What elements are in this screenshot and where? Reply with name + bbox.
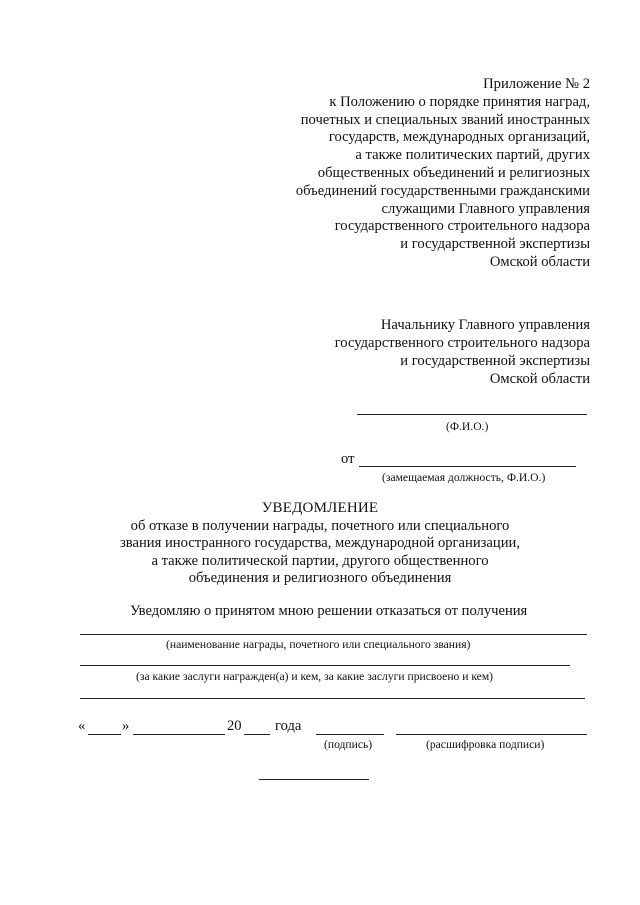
date-quote-open: « (78, 718, 86, 734)
appendix-line: Омской области (489, 253, 590, 270)
appendix-line: объединений государственными гражданскими (295, 182, 590, 199)
appendix-line: общественных объединений и религиозных (317, 164, 590, 181)
award-fill-line[interactable] (80, 634, 587, 635)
footer-divider (259, 779, 369, 780)
statement-text: Уведомляю о принятом мною решении отказаться от получения (130, 603, 528, 619)
merit-caption: (за какие заслуги награжден(а) и кем, за какие заслуги присвоено и кем) (136, 670, 494, 683)
appendix-line: служащими Главного управления (381, 200, 590, 217)
extra-fill-line[interactable] (80, 698, 585, 699)
fio-fill-line[interactable] (357, 414, 587, 415)
signature-fill-line[interactable] (316, 734, 384, 735)
notice-subtitle-line: об отказе в получении награды, почетного или специального (130, 517, 510, 534)
notice-subtitle-line: а также политической партии, другого общественного (151, 552, 489, 569)
from-caption: (замещаемая должность, Ф.И.О.) (382, 471, 546, 484)
notice-title-block (0, 500, 640, 588)
year-prefix: 20 (227, 718, 242, 734)
award-caption: (наименование награды, почетного или специального звания) (166, 638, 471, 651)
appendix-line: государств, международных организаций, (328, 129, 590, 146)
merit-fill-line[interactable] (80, 665, 570, 666)
appendix-line: Приложение № 2 (483, 76, 590, 92)
notice-heading: УВЕДОМЛЕНИЕ (261, 500, 379, 516)
fio-caption: (Ф.И.О.) (446, 420, 489, 433)
decoding-caption: (расшифровка подписи) (426, 738, 545, 751)
decoding-fill-line[interactable] (396, 734, 587, 735)
from-label: от (341, 451, 355, 467)
year-suffix: года (275, 718, 302, 734)
addressee-block (250, 316, 590, 388)
from-fill-line[interactable] (359, 466, 576, 467)
addressee-line: и государственной экспертизы (400, 353, 590, 369)
day-fill-line[interactable] (88, 734, 121, 735)
date-quote-close: » (122, 718, 130, 734)
month-fill-line[interactable] (133, 734, 225, 735)
appendix-line: и государственной экспертизы (400, 236, 590, 253)
signature-caption: (подпись) (324, 738, 373, 751)
appendix-line: почетных и специальных званий иностранных (300, 111, 590, 128)
appendix-header (250, 76, 590, 272)
appendix-line: а также политических партий, других (355, 147, 590, 164)
appendix-line: государственного строительного надзора (334, 218, 590, 235)
notice-subtitle-line: объединения и религиозного объединения (188, 570, 452, 587)
appendix-line: к Положению о порядке принятия наград, (329, 93, 590, 110)
year-fill-line[interactable] (244, 734, 270, 735)
addressee-line: Начальнику Главного управления (380, 317, 590, 333)
notice-subtitle-line: звания иностранного государства, международной организации, (120, 535, 520, 552)
addressee-line: государственного строительного надзора (334, 335, 590, 351)
addressee-line: Омской области (489, 371, 590, 387)
